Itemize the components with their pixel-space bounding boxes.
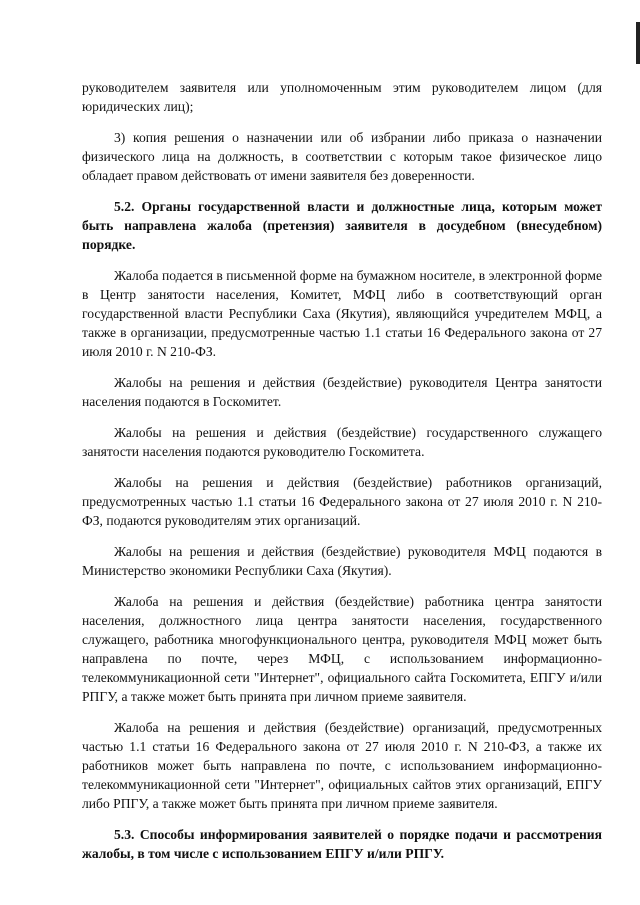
section-heading-5-2: 5.2. Органы государственной власти и должностные лица, которым может быть направлена жалоба (претензия) заявителя в досудебном (внесудебном) порядке. <box>82 199 602 252</box>
paragraph-8: Жалоба на решения и действия (бездействие) работника центра занятости населения, должностного лица центра занятости населения, государственного служащего, работника многофункционального центра, руководителя МФЦ может быть направлена по почте, через МФЦ, с использованием информационно-телекоммуникационной сети "Интернет", официального сайта Госкомитета, ЕПГУ и/или РПГУ, а также может быть принята при личном приеме заявителя. <box>82 594 602 704</box>
paragraph-7: Жалобы на решения и действия (бездействие) руководителя МФЦ подаются в Министерство экономики Республики Саха (Якутия). <box>82 544 602 578</box>
paragraph-6: Жалобы на решения и действия (бездействие) работников организаций, предусмотренных частью 1.1 статьи 16 Федерального закона от 27 июля 2010 г. N 210-ФЗ, подаются руководителям этих организаций. <box>82 475 602 528</box>
section-heading-5-3: 5.3. Способы информирования заявителей о порядке подачи и рассмотрения жалобы, в том числе с использованием ЕПГУ и/или РПГУ. <box>82 827 602 861</box>
paragraph-3: Жалоба подается в письменной форме на бумажном носителе, в электронной форме в Центр занятости населения, Комитет, МФЦ либо в соответствующий орган государственной власти Республики Саха (Якутия), являющийся учредителем МФЦ, а также в организации, предусмотренные частью 1.1 статьи 16 Федерального закона от 27 июля 2010 г. N 210-ФЗ. <box>82 268 602 359</box>
paragraph-9: Жалоба на решения и действия (бездействие) организаций, предусмотренных частью 1.1 статьи 16 Федерального закона от 27 июля 2010 г. N 210-ФЗ, а также их работников может быть направлена по почте, с использованием информационно-телекоммуникационной сети "Интернет", официальных сайтов этих организаций, ЕПГУ либо РПГУ, а также может быть принята при личном приеме заявителя. <box>82 720 602 811</box>
paragraph-2: 3) копия решения о назначении или об избрании либо приказа о назначении физического лица на должность, в соответствии с которым такое физическое лицо обладает правом действовать от имени заявителя без доверенности. <box>82 130 602 183</box>
document-page <box>82 78 602 875</box>
scan-edge-mark <box>636 22 640 64</box>
paragraph-5: Жалобы на решения и действия (бездействие) государственного служащего занятости населения подаются руководителю Госкомитета. <box>82 425 602 459</box>
paragraph-1: руководителем заявителя или уполномоченным этим руководителем лицом (для юридических лиц); <box>82 80 602 114</box>
paragraph-4: Жалобы на решения и действия (бездействие) руководителя Центра занятости населения подаются в Госкомитет. <box>82 375 602 409</box>
